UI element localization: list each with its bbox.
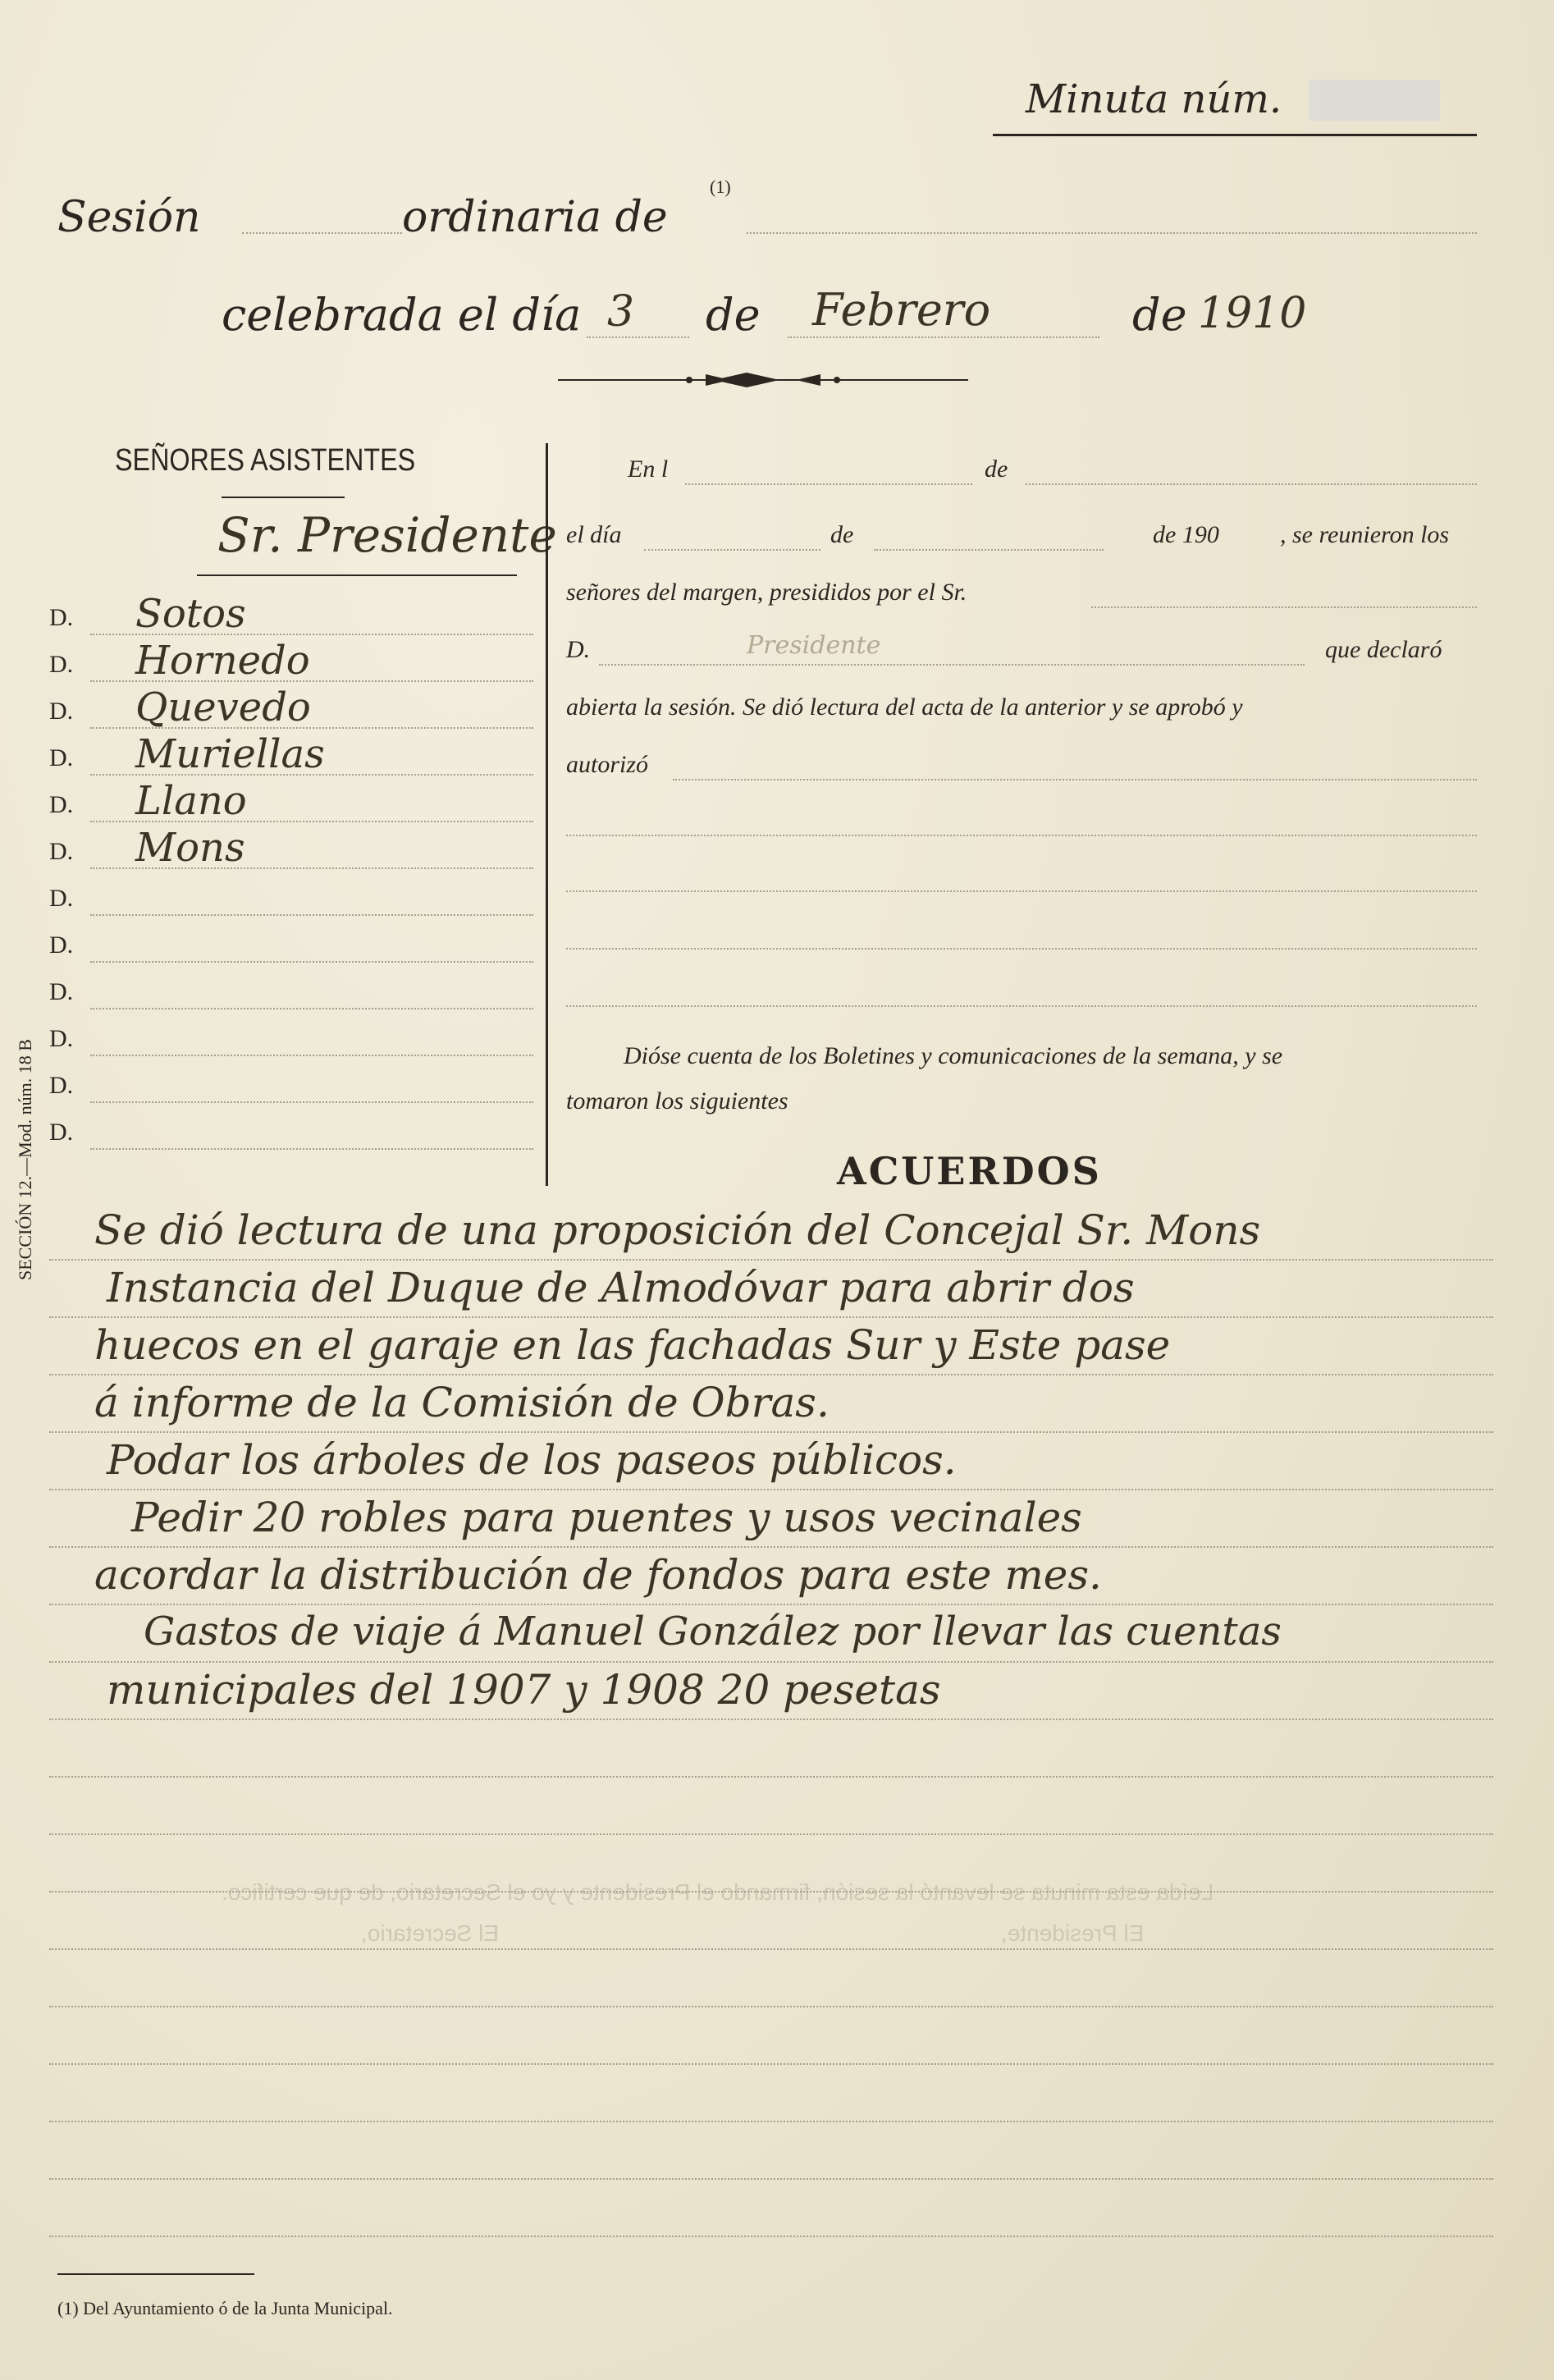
d-label: D. (49, 651, 74, 678)
acuerdos-rule (49, 1489, 1493, 1490)
en-label: En l (628, 455, 669, 483)
d-label: D. (49, 1072, 74, 1099)
month-value: Febrero (812, 284, 991, 336)
d-label: D. (49, 978, 74, 1005)
blank-dots-3 (566, 948, 1477, 950)
asistentes-heading: SEÑORES ASISTENTES (115, 443, 416, 478)
de-190-label: de 190 (1153, 521, 1219, 548)
president-underline (197, 574, 517, 576)
row-dots (90, 1101, 533, 1103)
acuerdos-rule (49, 1316, 1493, 1318)
asistente-row (0, 684, 542, 730)
acuerdos-rule (49, 2006, 1493, 2007)
president-name: Sr. Presidente (217, 507, 557, 563)
row-dots (90, 1008, 533, 1009)
asistente-row (0, 778, 542, 824)
row-dots (90, 961, 533, 963)
sesion-label: Sesión (57, 193, 201, 242)
ornament-divider (558, 369, 968, 391)
acuerdos-rule (49, 1374, 1493, 1375)
blank-dots-2 (566, 890, 1477, 892)
acuerdos-rule (49, 1776, 1493, 1778)
blank-dots-1 (566, 835, 1477, 836)
asistentes-heading-rule (222, 497, 345, 498)
day-dots (587, 336, 689, 338)
celebrada-line (222, 279, 1501, 353)
asistente-row (0, 1105, 542, 1151)
asistentes-list (0, 591, 542, 1165)
d-label: D. (49, 744, 74, 771)
margin-vertical-text: SECCIÓN 12.—Mod. núm. 18 B (15, 1039, 35, 1280)
d-label: D. (49, 885, 74, 912)
asistente-row (0, 1059, 542, 1105)
asistente-row (0, 1012, 542, 1058)
sesion-type: ordinaria de (402, 193, 668, 242)
que-declaro: que declaró (1325, 636, 1442, 663)
asistente-name: Llano (135, 778, 247, 824)
el-dia-dots (644, 549, 820, 551)
el-dia-label: el día (566, 521, 622, 548)
day-value: 3 (607, 287, 635, 336)
acuerdo-line: huecos en el garaje en las fachadas Sur y Este pase (94, 1321, 1171, 1369)
autorizo-dots (673, 779, 1477, 780)
d-label: D. (49, 838, 74, 865)
minuta-label: Minuta núm. (1026, 76, 1282, 122)
footnote-text: (1) Del Ayuntamiento ó de la Junta Municipal. (57, 2298, 393, 2318)
acuerdos-body (49, 1206, 1518, 2355)
sesion-dots-2 (747, 232, 1477, 234)
de-label-b: de (830, 521, 854, 548)
minuta-header (993, 70, 1477, 135)
acuerdos-rule (49, 1833, 1493, 1835)
acuerdo-line: á informe de la Comisión de Obras. (94, 1379, 830, 1426)
d-label: D. (49, 1025, 74, 1052)
celebrada-label: celebrada el día (222, 289, 582, 341)
d-label: D. (49, 931, 74, 959)
senores-line: señores del margen, presididos por el Sr. (566, 579, 967, 606)
acuerdo-line: Se dió lectura de una proposición del Concejal Sr. Mons (94, 1206, 1261, 1254)
footnote-rule (57, 2273, 254, 2275)
minuta-underline (993, 134, 1477, 136)
d-label: D. (49, 604, 74, 631)
acuerdos-rule (49, 1546, 1493, 1548)
acuerdos-rule (49, 2236, 1493, 2237)
asistente-row (0, 591, 542, 637)
sesion-dots-1 (242, 232, 402, 234)
faded-presidente: El Presidente, (1001, 1920, 1145, 1946)
asistente-row (0, 918, 542, 964)
acuerdo-line: Podar los árboles de los paseos públicos. (107, 1436, 957, 1484)
de-label: de (985, 455, 1008, 483)
autorizo-label: autorizó (566, 751, 649, 778)
acuerdos-rule (49, 2121, 1493, 2122)
d-label-form: D. (566, 636, 591, 663)
acuerdos-heading: ACUERDOS (837, 1149, 1102, 1193)
de-b-dots (874, 549, 1104, 551)
acuerdos-rule (49, 1431, 1493, 1433)
acuerdo-line: Pedir 20 robles para puentes y usos vecinales (131, 1494, 1082, 1541)
acuerdos-rule (49, 1891, 1493, 1893)
acuerdos-rule (49, 1259, 1493, 1261)
de-dots (1026, 483, 1477, 485)
senores-dots (1091, 606, 1477, 608)
asistente-name: Mons (135, 825, 245, 871)
sesion-line (57, 176, 1477, 242)
acuerdos-rule (49, 2063, 1493, 2065)
acuerdos-rule (49, 1604, 1493, 1605)
acuerdos-rule (49, 2178, 1493, 2180)
abierta-line: abierta la sesión. Se dió lectura del acta de la anterior y se aprobó y (566, 693, 1243, 721)
d-label: D. (49, 698, 74, 725)
en-dots (685, 483, 972, 485)
year-value: 1910 (1198, 289, 1307, 338)
row-dots (90, 1148, 533, 1150)
asistente-name: Sotos (135, 591, 246, 637)
blank-dots-4 (566, 1005, 1477, 1007)
asistente-row (0, 965, 542, 1011)
faded-closing-line: Leída esta minuta se levantó la sesión, firmando el Presidente y yo el Secretario, de que certifico. (222, 1879, 1214, 1905)
acuerdo-line: Gastos de viaje á Manuel González por llevar las cuentas (144, 1609, 1282, 1655)
asistente-name: Quevedo (135, 684, 311, 730)
tomaron-line: tomaron los siguientes (566, 1087, 788, 1114)
asistente-row (0, 731, 542, 777)
acuerdos-rule (49, 1661, 1493, 1663)
asistente-row (0, 872, 542, 918)
diose-line: Dióse cuenta de los Boletines y comunicaciones de la semana, y se (624, 1042, 1283, 1069)
minuta-number-redacted (1309, 80, 1440, 121)
asistente-name: Hornedo (135, 638, 310, 684)
d-label: D. (49, 791, 74, 818)
de-label-1: de (706, 289, 761, 341)
faded-secretario: El Secretario, (361, 1920, 500, 1946)
acuerdos-rule (49, 1719, 1493, 1720)
d-label: D. (49, 1119, 74, 1146)
reunieron: , se reunieron los (1280, 521, 1450, 548)
column-divider (546, 443, 548, 1186)
asistente-row (0, 638, 542, 684)
de-label-2: de (1132, 289, 1187, 341)
acuerdo-line: acordar la distribución de fondos para este mes. (94, 1551, 1102, 1599)
acuerdos-rule (49, 1948, 1493, 1950)
asistente-row (0, 825, 542, 871)
acuerdo-line: municipales del 1907 y 1908 20 pesetas (107, 1666, 941, 1714)
month-dots (788, 336, 1099, 338)
acuerdo-line: Instancia del Duque de Almodóvar para abrir dos (107, 1264, 1135, 1311)
form-block (566, 455, 1485, 1153)
d-value-form: Presidente (747, 631, 881, 660)
footnote-mark: (1) (710, 176, 731, 197)
row-dots (90, 1055, 533, 1056)
d-dots (599, 664, 1305, 666)
row-dots (90, 914, 533, 916)
asistente-name: Muriellas (135, 731, 325, 777)
